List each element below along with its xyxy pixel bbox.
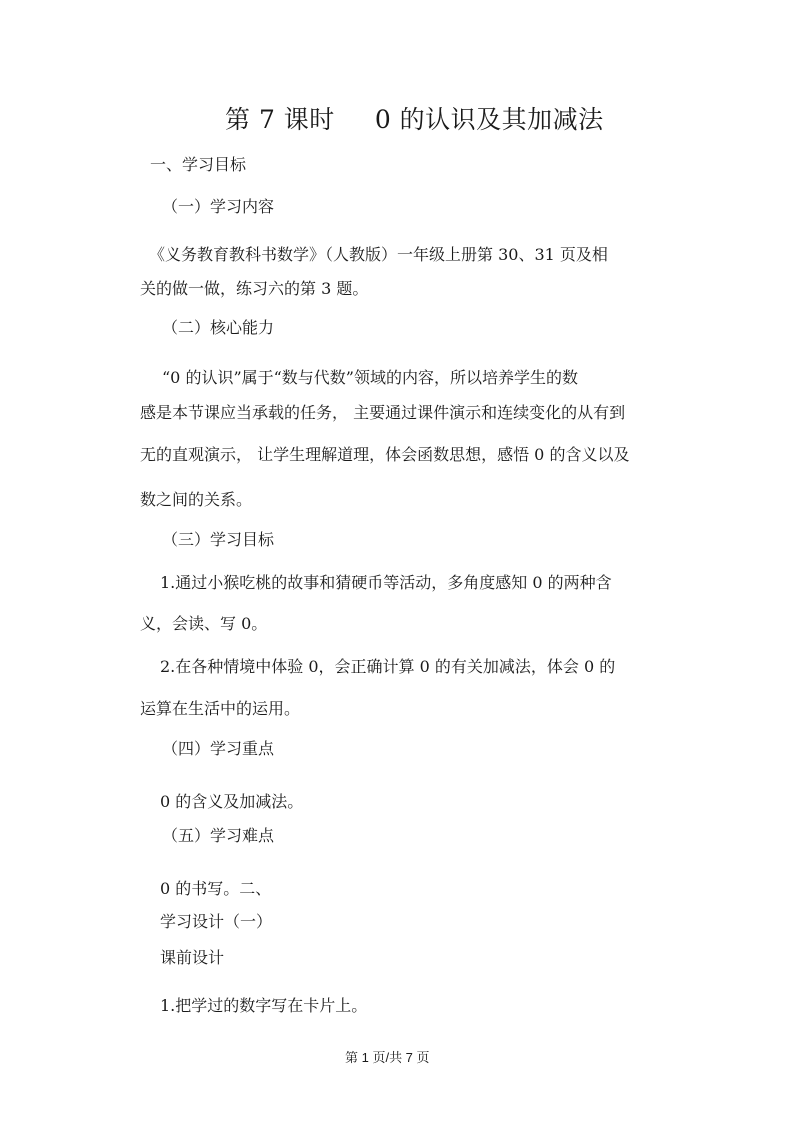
page-title bbox=[225, 104, 604, 136]
paragraph-line: 运算在生活中的运用。 bbox=[140, 699, 301, 718]
section-heading: 一、学习目标 bbox=[150, 155, 247, 174]
paragraph-line: 义，会读、写 0。 bbox=[140, 614, 268, 633]
paragraph-line: 关的做一做，练习六的第 3 题。 bbox=[140, 279, 369, 298]
paragraph-line: 0 的书写。二、 bbox=[160, 879, 272, 898]
paragraph-line: 1.通过小猴吃桃的故事和猜硬币等活动，多角度感知 0 的两种含 bbox=[160, 573, 612, 592]
paragraph-line: 学习设计（一） bbox=[160, 912, 273, 931]
paragraph-line: “0 的认识”属于“数与代数”领域的内容，所以培养学生的数 bbox=[162, 368, 578, 387]
paragraph-line: 0 的含义及加减法。 bbox=[160, 792, 304, 811]
paragraph-line: 课前设计 bbox=[160, 948, 225, 967]
subheading-key-points: （四）学习重点 bbox=[162, 739, 275, 758]
subheading-objectives: （三）学习目标 bbox=[162, 530, 275, 549]
paragraph-line: 《义务教育教科书数学》（人教版）一年级上册第 30、31 页及相 bbox=[149, 245, 608, 264]
lesson-topic: 0 的认识及其加减法 bbox=[374, 105, 604, 134]
subheading-difficulties: （五）学习难点 bbox=[162, 826, 275, 845]
lesson-number: 第 7 课时 bbox=[225, 105, 335, 134]
paragraph-line: 2.在各种情境中体验 0，会正确计算 0 的有关加减法，体会 0 的 bbox=[160, 657, 616, 676]
paragraph-line: 无的直观演示， 让学生理解道理，体会函数思想，感悟 0 的含义以及 bbox=[140, 445, 630, 464]
paragraph-line: 数之间的关系。 bbox=[140, 490, 253, 509]
paragraph-line: 1.把学过的数字写在卡片上。 bbox=[160, 996, 368, 1015]
subheading-ability: （二）核心能力 bbox=[162, 318, 275, 337]
subheading-content: （一）学习内容 bbox=[162, 197, 275, 216]
paragraph-line: 感是本节课应当承载的任务， 主要通过课件演示和连续变化的从有到 bbox=[140, 403, 626, 422]
page-number: 第 1 页/共 7 页 bbox=[345, 1050, 430, 1065]
